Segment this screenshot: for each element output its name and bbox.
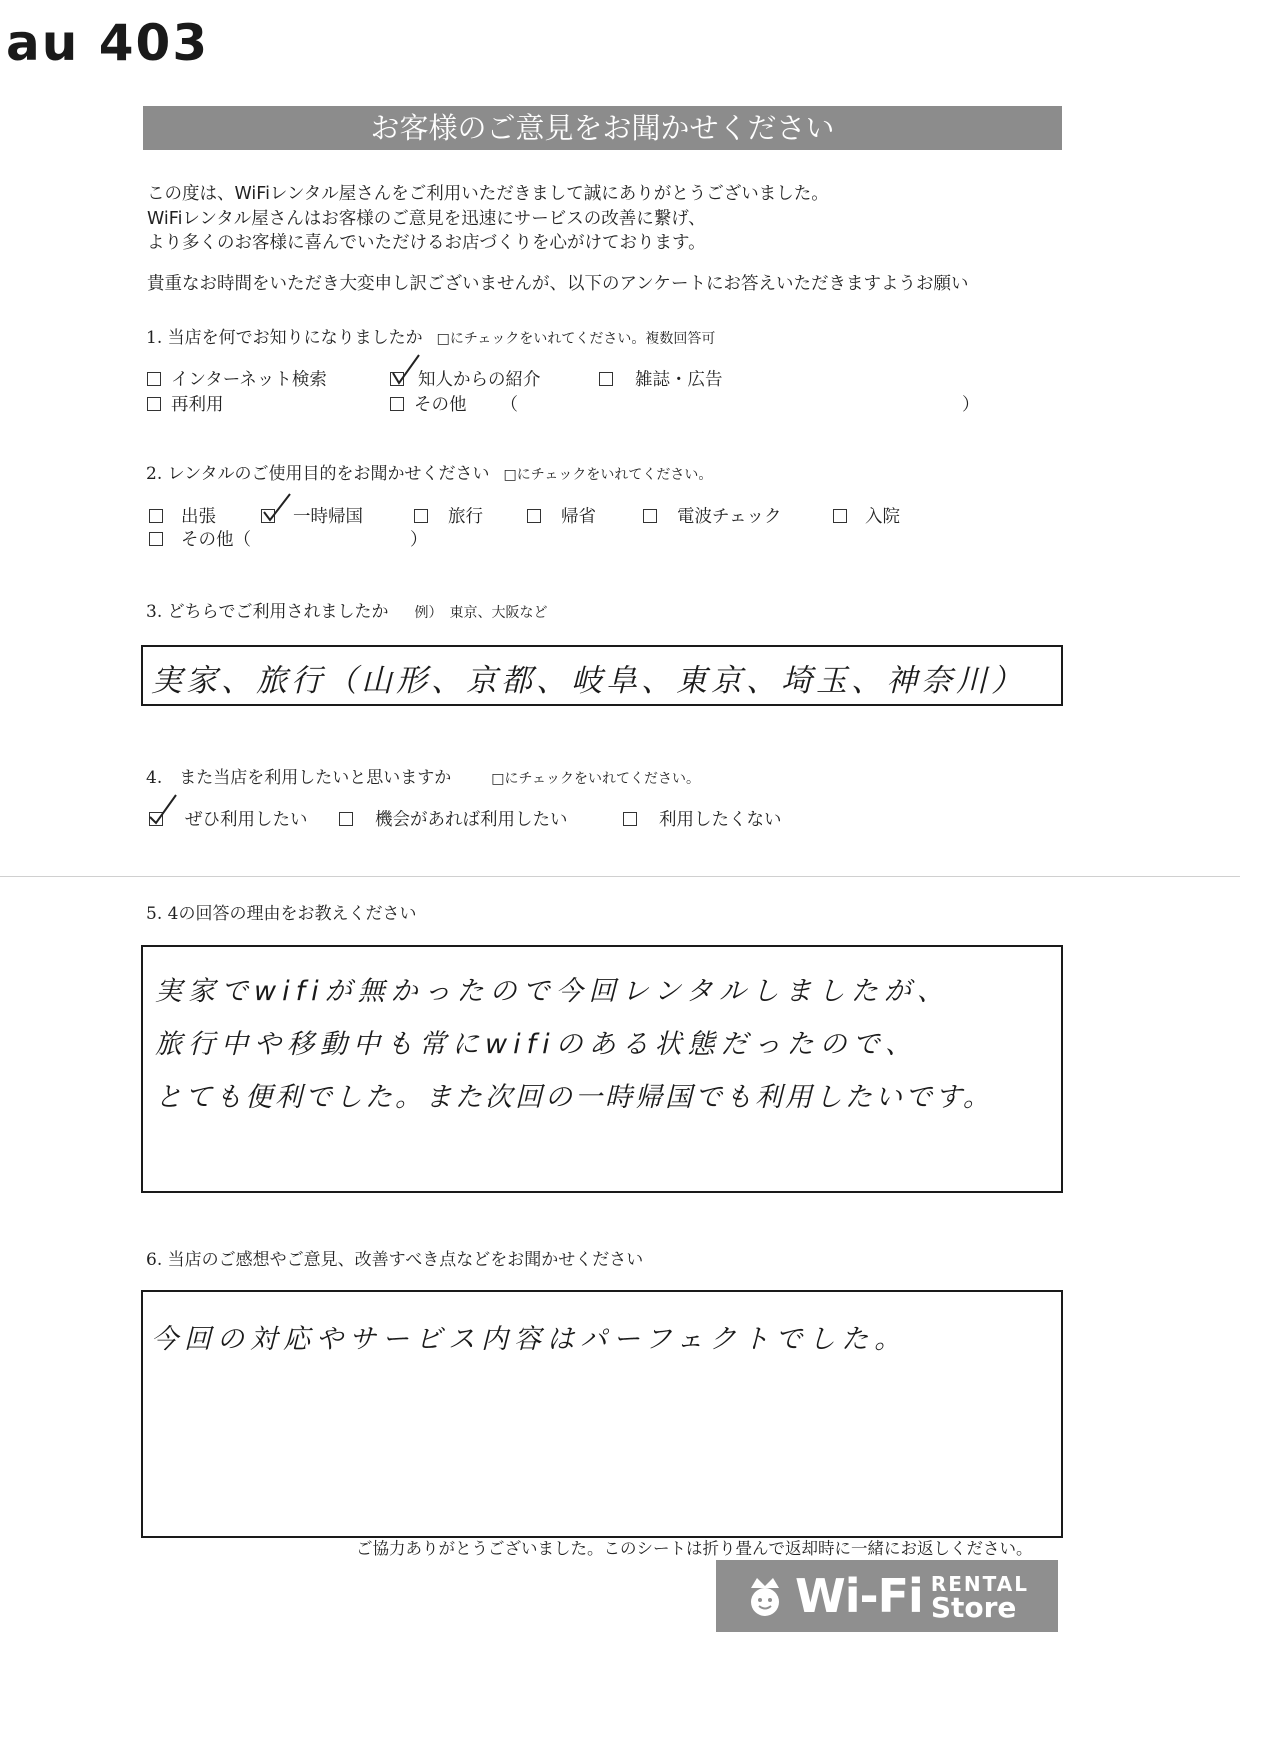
crown-mascot-icon	[745, 1574, 785, 1618]
q1-option-internet[interactable]	[147, 366, 327, 391]
q1-label-text: 1. 当店を何でお知りになりましたか	[146, 328, 423, 348]
q1-option-magazine[interactable]	[599, 366, 723, 391]
fold-line-divider	[0, 876, 1240, 877]
q6-label: 6. 当店のご感想やご意見、改善すべき点などをお聞かせください	[146, 1250, 644, 1270]
checkbox[interactable]	[527, 509, 541, 523]
logo-bottom-text: Store	[930, 1591, 1017, 1624]
q4-label-text: 4. また当店を利用したいと思いますか	[146, 768, 452, 788]
q3-note: 例） 東京、大阪など	[414, 605, 548, 621]
intro-line-3: より多くのお客様に喜んでいただけるお店づくりを心がけております。	[147, 233, 706, 253]
q1-label	[146, 323, 715, 348]
option-label: 帰省	[561, 507, 596, 527]
option-label: 旅行	[448, 507, 483, 527]
q2-option-homecoming[interactable]	[527, 503, 596, 528]
q5-answer-line-2: 旅行中や移動中も常にwifiのある状態だったので、	[155, 1029, 919, 1060]
paren-open: （	[500, 395, 518, 415]
q2-option-temporary-return[interactable]	[261, 503, 363, 528]
q4-note: □にチェックをいれてください。	[491, 771, 701, 787]
checkbox-checked[interactable]	[261, 509, 275, 523]
q2-option-hospital[interactable]	[833, 503, 900, 528]
option-label: 知人からの紹介	[418, 370, 541, 390]
option-label: 再利用	[171, 395, 224, 415]
intro-line-1: この度は、WiFiレンタル屋さんをご利用いただきまして誠にありがとうございました。	[147, 184, 829, 204]
option-label: インターネット検索	[171, 370, 327, 390]
q4-option-no[interactable]	[623, 806, 782, 831]
logo-top-text: RENTAL	[930, 1572, 1029, 1596]
checkbox[interactable]	[599, 372, 613, 386]
q4-option-if-chance[interactable]	[339, 806, 568, 831]
logo-main-text: Wi-Fi	[795, 1569, 923, 1623]
page-title: お客様のご意見をお聞かせください	[143, 106, 1062, 150]
q2-label	[146, 459, 712, 484]
q5-answer-line-3: とても便利でした。また次回の一時帰国でも利用したいです。	[155, 1082, 993, 1113]
footer-note: ご協力ありがとうございました。このシートは折り畳んで返却時に一緒にお返しください。	[356, 1539, 1033, 1558]
q1-other-close: ）	[962, 395, 980, 415]
q2-option-travel[interactable]	[414, 503, 483, 528]
checkbox[interactable]	[339, 812, 353, 826]
checkbox[interactable]	[643, 509, 657, 523]
checkbox[interactable]	[414, 509, 428, 523]
q5-label: 5. 4の回答の理由をお教えください	[146, 904, 417, 924]
option-label: 電波チェック	[677, 507, 782, 527]
checkmark-icon	[389, 353, 423, 387]
checkmark-icon	[260, 490, 294, 524]
checkbox[interactable]	[149, 509, 163, 523]
q4-option-definitely[interactable]	[149, 806, 308, 831]
wifi-rental-store-logo	[716, 1560, 1058, 1632]
q3-answer-handwriting: 実家、旅行（山形、京都、岐阜、東京、埼玉、神奈川）	[151, 663, 1026, 699]
q5-answer-line-1: 実家でwifiが無かったので今回レンタルしましたが、	[155, 976, 950, 1007]
option-label: 機会があれば利用したい	[375, 810, 568, 830]
q1-option-referral[interactable]	[390, 366, 541, 391]
checkbox[interactable]	[147, 397, 161, 411]
q6-answer-box[interactable]	[141, 1290, 1063, 1538]
intro-line-2: WiFiレンタル屋さんはお客様のご意見を迅速にサービスの改善に繋げ、	[147, 209, 706, 229]
handwritten-corner-note: au 403	[6, 14, 210, 72]
option-label: 雑誌・広告	[635, 370, 723, 390]
option-label: 一時帰国	[293, 507, 363, 527]
checkbox[interactable]	[623, 812, 637, 826]
intro-line-4: 貴重なお時間をいただき大変申し訳ございませんが、以下のアンケートにお答えいただきますようお願い	[147, 274, 969, 294]
checkbox-checked[interactable]	[390, 372, 404, 386]
q1-option-reuse[interactable]	[147, 391, 224, 416]
q2-option-business[interactable]	[149, 503, 216, 528]
option-label: 出張	[181, 507, 216, 527]
q2-option-signal-check[interactable]	[643, 503, 781, 528]
checkbox-checked[interactable]	[149, 812, 163, 826]
checkbox[interactable]	[833, 509, 847, 523]
q1-note: □にチェックをいれてください。複数回答可	[436, 331, 716, 347]
checkmark-icon	[148, 793, 182, 827]
q6-answer-handwriting: 今回の対応やサービス内容はパーフェクトでした。	[151, 1324, 908, 1355]
q2-other-close: ）	[410, 530, 428, 550]
q2-note: □にチェックをいれてください。	[503, 467, 713, 483]
q1-option-other[interactable]	[390, 391, 518, 416]
q3-label	[146, 597, 547, 622]
option-label: ぜひ利用したい	[185, 810, 308, 830]
q2-option-other[interactable]	[149, 526, 251, 551]
q3-label-text: 3. どちらでご利用されましたか	[146, 602, 389, 622]
checkbox[interactable]	[147, 372, 161, 386]
option-label: その他	[414, 395, 467, 415]
q4-label	[146, 763, 700, 788]
q2-label-text: 2. レンタルのご使用目的をお聞かせください	[146, 464, 490, 484]
q5-answer-box[interactable]	[141, 945, 1063, 1193]
option-label: 入院	[865, 507, 900, 527]
option-label: その他	[181, 530, 234, 550]
option-label: 利用したくない	[659, 810, 782, 830]
q3-answer-box[interactable]	[141, 645, 1063, 706]
checkbox[interactable]	[149, 532, 163, 546]
checkbox[interactable]	[390, 397, 404, 411]
paren-open: （	[233, 530, 251, 550]
